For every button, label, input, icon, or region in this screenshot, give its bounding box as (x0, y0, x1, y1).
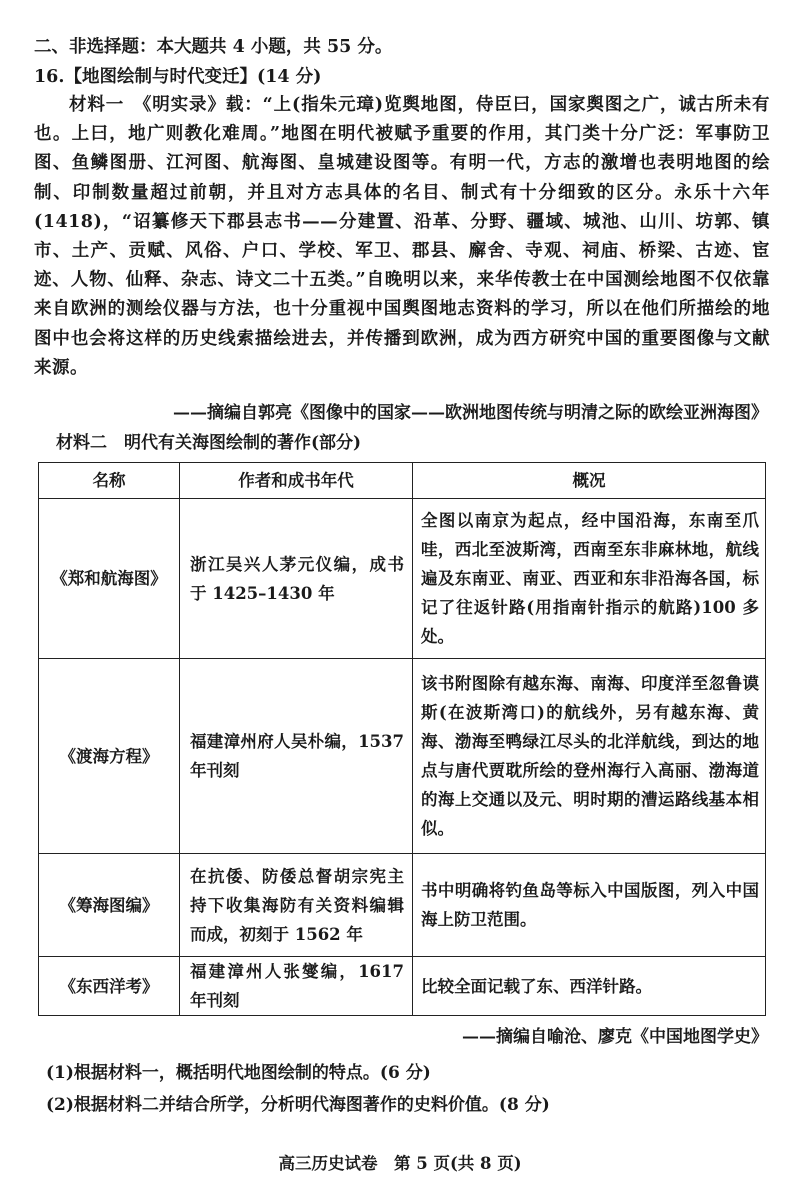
table-header-row (39, 463, 766, 499)
material-two-source: ——摘编自喻沧、廖克《中国地图学史》 (462, 1027, 768, 1047)
work-author: 在抗倭、防倭总督胡宗宪主持下收集海防有关资料编辑而成，初刻于 1562 年 (180, 854, 413, 957)
table-row (39, 957, 766, 1016)
question-title: 16.【地图绘制与时代变迁】(14 分) (34, 67, 322, 87)
header-author: 作者和成书年代 (180, 463, 413, 499)
question-2: (2)根据材料二并结合所学，分析明代海图著作的史料价值。(8 分) (46, 1095, 550, 1115)
section-heading: 二、非选择题：本大题共 4 小题，共 55 分。 (34, 37, 393, 57)
header-name: 名称 (39, 463, 180, 499)
page-footer: 高三历史试卷 第 5 页(共 8 页) (278, 1154, 522, 1173)
work-author: 福建漳州府人吴朴编，1537 年刊刻 (180, 659, 413, 854)
sea-chart-works-table (38, 462, 766, 1016)
material-one-text: 材料一 《明实录》载：“上(指朱元璋)览舆地图，侍臣曰，国家舆图之广，诚古所未有也。上曰，地广则教化难周。”地图在明代被赋予重要的作用，其门类十分广泛：军事防卫图、鱼鳞图册、江河图、航海图、皇城建设图等。有明一代，方志的激增也表明地图的绘制、印制数量超过前朝，并且对方志具体的名目、制式有十分细致的区分。永乐十六年(1418)，“诏纂修天下郡县志书——分建置、沿革、分野、疆域、城池、山川、坊郭、镇市、土产、贡赋、风俗、户口、学校、军卫、郡县、廨舍、寺观、祠庙、桥梁、古迹、宦迹、人物、仙释、杂志、诗文二十五类。”自晚明以来，来华传教士在中国测绘地图不仅依靠来自欧洲的测绘仪器与方法，也十分重视中国舆图地志资料的学习，所以在他们所描绘的地图中也会将这样的历史线索描绘进去，并传播到欧洲，成为西方研究中国的重要图像与文献来源。 (34, 95, 770, 378)
work-author: 浙江吴兴人茅元仪编，成书于 1425–1430 年 (180, 499, 413, 659)
header-summary: 概况 (413, 463, 766, 499)
work-summary: 该书附图除有越东海、南海、印度洋至忽鲁谟斯(在波斯湾口)的航线外，另有越东海、黄海、渤海至鸭绿江尽头的北洋航线，到达的地点与唐代贾耽所绘的登州海行入高丽、渤海道的海上交通以及元、明时期的漕运路线基本相似。 (413, 659, 766, 854)
work-summary: 书中明确将钓鱼岛等标入中国版图，列入中国海上防卫范围。 (413, 854, 766, 957)
work-name: 《渡海方程》 (39, 659, 180, 854)
material-one-source: ——摘编自郭亮《图像中的国家——欧洲地图传统与明清之际的欧绘亚洲海图》 (173, 403, 768, 423)
work-summary: 全图以南京为起点，经中国沿海，东南至爪哇，西北至波斯湾，西南至东非麻林地，航线遍及东南亚、南亚、西亚和东非沿海各国，标记了往返针路(用指南针指示的航路)100 多处。 (413, 499, 766, 659)
work-summary: 比较全面记载了东、西洋针路。 (413, 957, 766, 1016)
table-row (39, 659, 766, 854)
work-author: 福建漳州人张燮编，1617 年刊刻 (180, 957, 413, 1016)
table-row (39, 854, 766, 957)
work-name: 《郑和航海图》 (39, 499, 180, 659)
work-name: 《东西洋考》 (39, 957, 180, 1016)
work-name: 《筹海图编》 (39, 854, 180, 957)
material-two-title: 材料二 明代有关海图绘制的著作(部分) (56, 433, 362, 453)
question-1: (1)根据材料一，概括明代地图绘制的特点。(6 分) (46, 1063, 431, 1083)
table-row (39, 499, 766, 659)
